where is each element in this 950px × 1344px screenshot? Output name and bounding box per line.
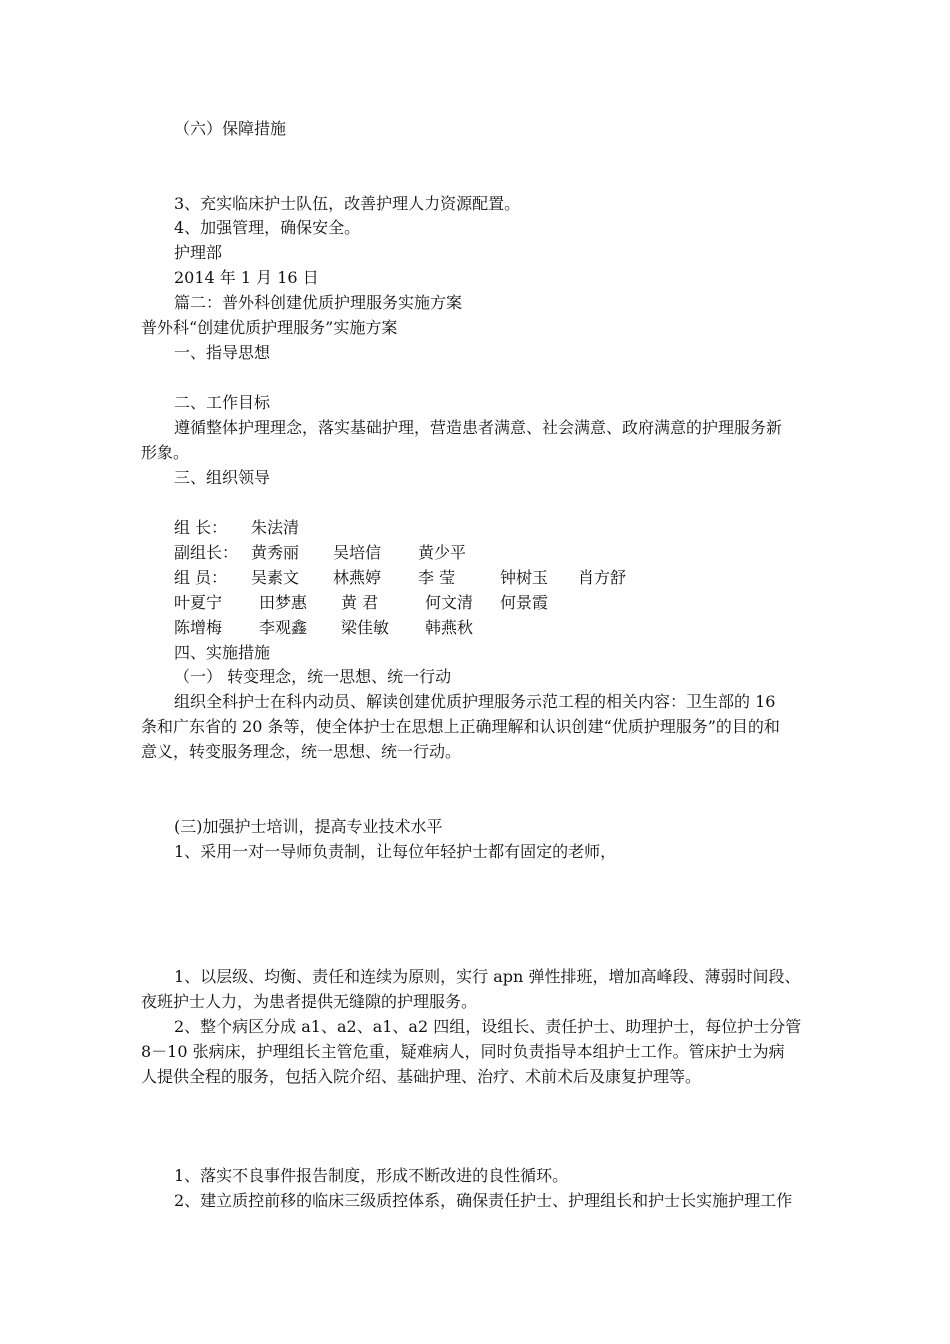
subsection-heading: (三)加强护士培训，提高专业技术水平 (174, 817, 443, 836)
paragraph-line: 2、整个病区分成 a1、a2、a1、a2 四组，设组长、责任护士、助理护士，每位护士分管 (174, 1017, 802, 1036)
member-name: 何文清 (425, 593, 474, 612)
paragraph-line: 1、以层级、均衡、责任和连续为原则，实行 apn 弹性排班，增加高峰段、薄弱时间段、 (174, 967, 801, 986)
deputy-name: 黄少平 (418, 543, 467, 562)
paragraph-line: 夜班护士人力，为患者提供无缝隙的护理服务。 (141, 992, 478, 1011)
paragraph-line: 遵循整体护理理念，落实基础护理，营造患者满意、社会满意、政府满意的护理服务新 (174, 418, 783, 437)
member-name: 黄 君 (341, 593, 379, 612)
paragraph-line: 2、建立质控前移的临床三级质控体系，确保责任护士、护理组长和护士长实施护理工作 (174, 1191, 793, 1210)
paragraph-line: 人提供全程的服务，包括入院介绍、基础护理、治疗、术前术后及康复护理等。 (141, 1067, 702, 1086)
member-name: 李观鑫 (259, 618, 308, 637)
member-name: 吴素文 (251, 568, 300, 587)
member-name: 林燕婷 (333, 568, 382, 587)
member-name: 李 莹 (418, 568, 456, 587)
paragraph-line: 组织全科护士在科内动员、解读创建优质护理服务示范工程的相关内容：卫生部的 16 (174, 692, 776, 711)
chapter-title: 篇二：普外科创建优质护理服务实施方案 (174, 293, 463, 312)
paragraph-line: 4、加强管理，确保安全。 (174, 218, 361, 237)
paragraph-line: 条和广东省的 20 条等，使全体护士在思想上正确理解和认识创建“优质护理服务”的目的和 (141, 717, 780, 736)
member-name: 叶夏宁 (174, 593, 223, 612)
section-heading-guiding-thought: 一、指导思想 (174, 343, 271, 362)
section-heading-organization: 三、组织领导 (174, 468, 271, 487)
paragraph-line: 3、充实临床护士队伍，改善护理人力资源配置。 (174, 194, 521, 213)
member-name: 梁佳敏 (341, 618, 390, 637)
member-name: 何景霞 (500, 593, 549, 612)
member-name: 钟树玉 (500, 568, 549, 587)
deputy-label: 副组长： (174, 543, 239, 562)
member-name: 陈增梅 (174, 618, 223, 637)
subsection-heading: （一） 转变理念，统一思想、统一行动 (174, 667, 452, 686)
deputy-name: 吴培信 (333, 543, 382, 562)
paragraph-line: 1、落实不良事件报告制度，形成不断改进的良性循环。 (174, 1166, 569, 1185)
leader-label: 组 长： (174, 518, 228, 537)
member-name: 田梦惠 (259, 593, 308, 612)
paragraph-line: 1、采用一对一导师负责制，让每位年轻护士都有固定的老师， (174, 842, 617, 861)
paragraph-line: 意义，转变服务理念，统一思想、统一行动。 (141, 742, 462, 761)
section-heading-work-goal: 二、工作目标 (174, 393, 271, 412)
section-heading-measures: 四、实施措施 (174, 643, 271, 662)
paragraph-line: 形象。 (141, 443, 190, 462)
section-heading-safeguards: （六）保障措施 (174, 119, 287, 138)
member-name: 韩燕秋 (425, 618, 474, 637)
signature-date: 2014 年 1 月 16 日 (174, 268, 319, 287)
member-name: 肖方舒 (578, 568, 627, 587)
paragraph-line: 8－10 张病床，护理组长主管危重，疑难病人，同时负责指导本组护士工作。管床护士为病 (141, 1042, 785, 1061)
signature-department: 护理部 (174, 243, 223, 262)
deputy-name: 黄秀丽 (251, 543, 300, 562)
leader-name: 朱法清 (251, 518, 300, 537)
member-label: 组 员： (174, 568, 228, 587)
document-title: 普外科“创建优质护理服务”实施方案 (141, 318, 398, 337)
